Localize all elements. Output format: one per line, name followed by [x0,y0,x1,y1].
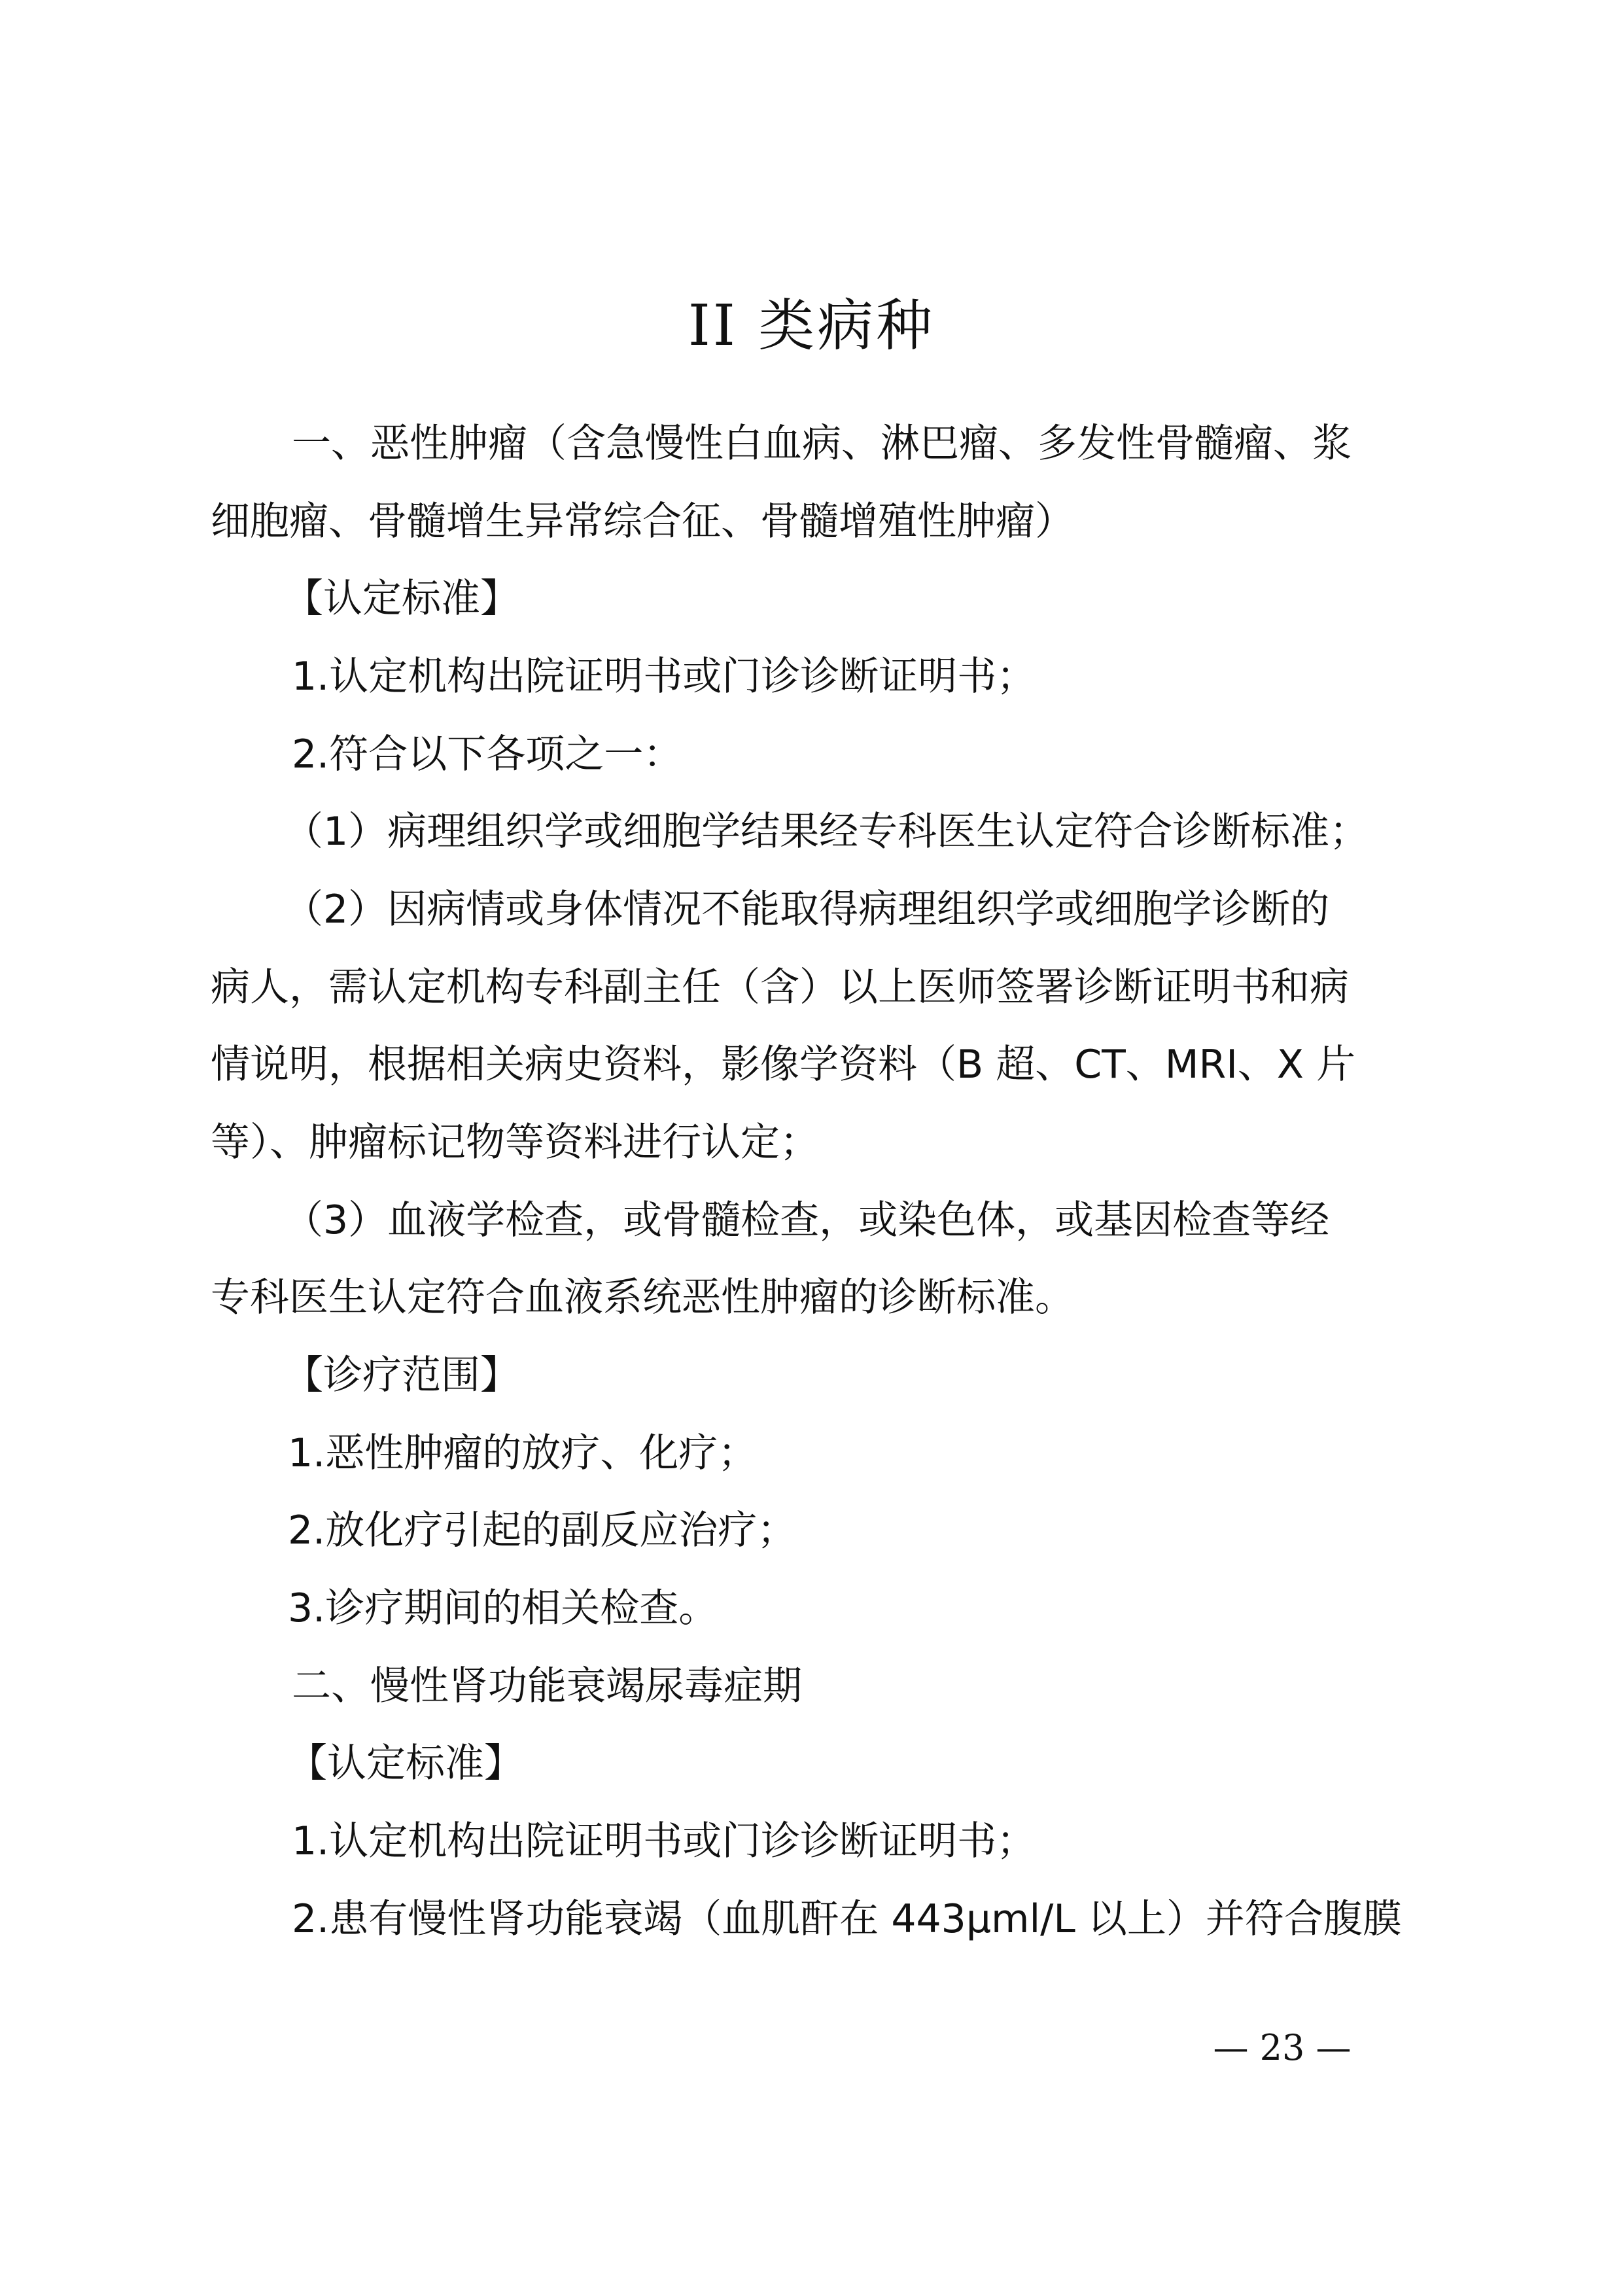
paragraph-line: 2.符合以下各项之一： [292,732,683,777]
paragraph-line: 细胞瘤、骨髓增生异常综合征、骨髓增殖性肿瘤） [211,499,1074,544]
paragraph-line: 1.认定机构出院证明书或门诊诊断证明书； [292,1818,1036,1864]
paragraph-line: 2.患有慢性肾功能衰竭（血肌酐在 443μml/L 以上）并符合腹膜 [292,1896,1402,1942]
section-heading-renal-failure: 二、慢性肾功能衰竭尿毒症期 [292,1663,802,1709]
paragraph-line: （3）血液学检查，或骨髓检查，或染色体，或基因检查等经 [284,1197,1330,1243]
subheading-scope: 【诊疗范围】 [284,1352,519,1398]
paragraph-line: （2）因病情或身体情况不能取得病理组织学或细胞学诊断的 [284,887,1330,932]
paragraph-line: 情说明，根据相关病史资料，影像学资料（B 超、CT、MRI、X 片 [211,1042,1356,1087]
page-number: — 23 — [1213,2027,1352,2068]
paragraph-line: 3.诊疗期间的相关检查。 [288,1585,718,1631]
paragraph-line: 专科医生认定符合血液系统恶性肿瘤的诊断标准。 [211,1275,1074,1320]
paragraph-line: 2.放化疗引起的副反应治疗； [288,1508,797,1553]
paragraph-line: 等）、肿瘤标记物等资料进行认定； [211,1120,819,1165]
paragraph-line: 1.恶性肿瘤的放疗、化疗； [288,1430,758,1476]
page-title: II 类病种 [688,293,935,359]
paragraph-line: 1.认定机构出院证明书或门诊诊断证明书； [292,654,1036,699]
section-heading-malignant-tumor: 一、恶性肿瘤（含急慢性白血病、淋巴瘤、多发性骨髓瘤、浆 [292,421,1352,467]
subheading-criteria: 【认定标准】 [288,1740,523,1786]
paragraph-line: （1）病理组织学或细胞学结果经专科医生认定符合诊断标准； [284,809,1369,855]
paragraph-line: 病人，需认定机构专科副主任（含）以上医师签署诊断证明书和病 [211,964,1349,1010]
subheading-criteria: 【认定标准】 [284,576,519,622]
